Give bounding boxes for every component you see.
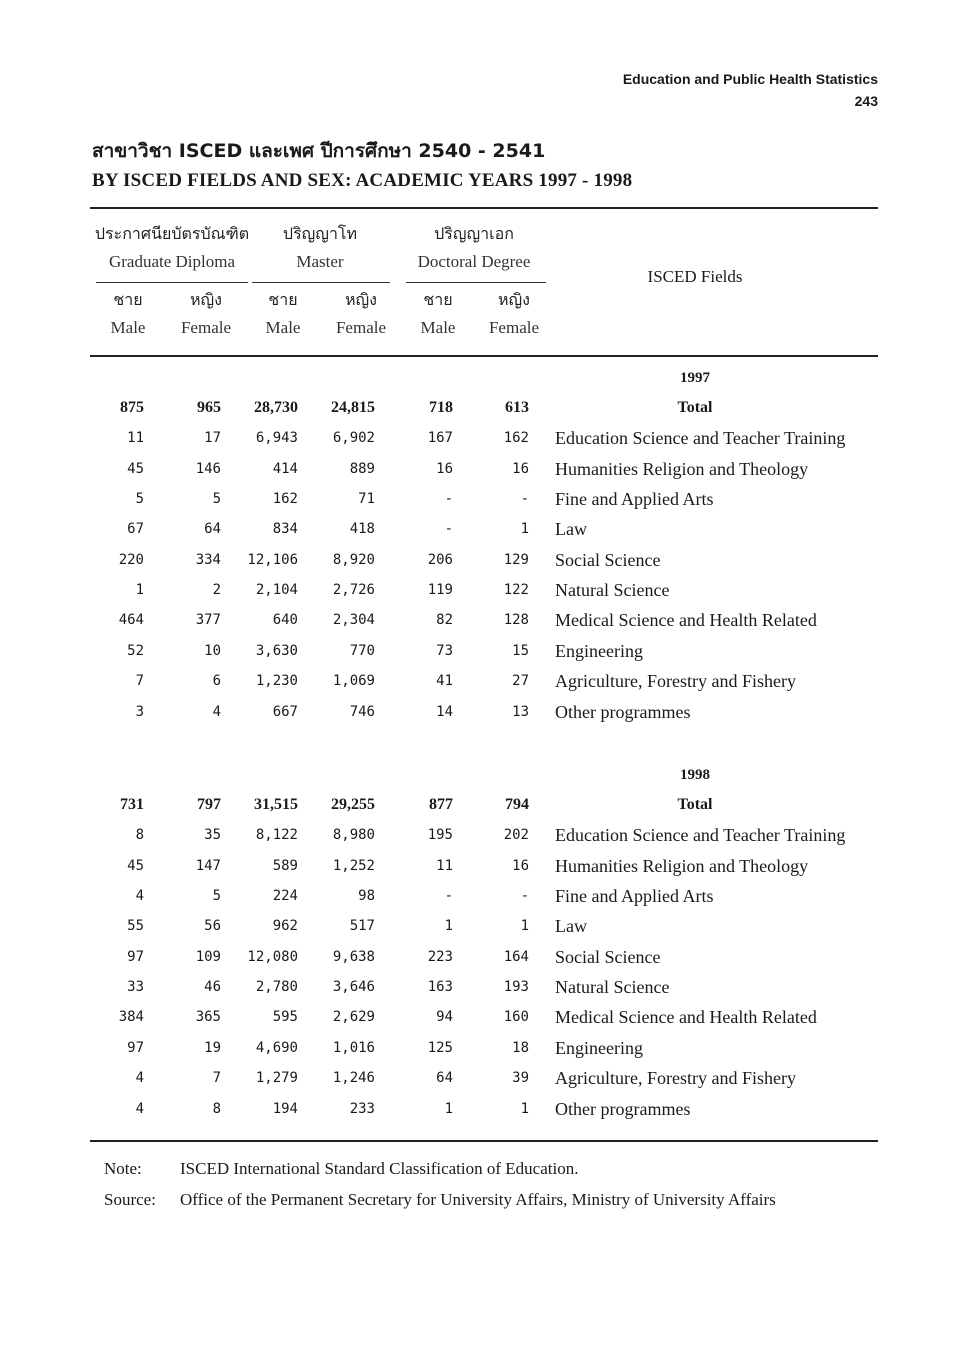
notes (104, 1153, 776, 1215)
page-number: 243 (854, 93, 878, 109)
table-cell: 731 (120, 796, 144, 813)
table-cell: 97 (127, 1039, 144, 1056)
table-cell: 595 (272, 1009, 298, 1026)
group-header-master: Master (296, 252, 344, 271)
table-cell: 4 (212, 703, 221, 720)
table-cell: 6,943 (255, 430, 298, 447)
source-label: Source: (104, 1190, 156, 1209)
table-cell: 365 (195, 1009, 221, 1026)
table-cell: 73 (436, 642, 453, 659)
group-header-doctoral: Doctoral Degree (417, 252, 531, 271)
isced-field-label: Education Science and Teacher Training (555, 825, 846, 846)
table-cell: 220 (118, 551, 144, 568)
isced-field-label: Social Science (555, 549, 661, 570)
table-cell: 877 (429, 796, 453, 813)
running-title: Education and Public Health Statistics (622, 71, 878, 87)
table-cell: 64 (204, 521, 221, 538)
table-cell: 94 (436, 1009, 453, 1026)
source-line (104, 1184, 776, 1215)
table-cell: 17 (204, 430, 221, 447)
group-underline-doctoral (406, 282, 546, 283)
table-cell: 98 (358, 888, 375, 905)
table-cell: 163 (427, 979, 453, 996)
table-cell: 167 (427, 430, 453, 447)
table-cell: 667 (272, 703, 298, 720)
table-row (0, 1063, 966, 1093)
table-cell: 109 (195, 948, 221, 965)
isced-field-label: Medical Science and Health Related (555, 610, 817, 631)
subheader-female: Female (180, 318, 232, 337)
table-cell: 82 (436, 612, 453, 629)
table-cell: 55 (127, 918, 144, 935)
subheader-female: Female (488, 318, 540, 337)
table-title-thai: สาขาวิชา ISCED และเพศ ปีการศึกษา 2540 - 2541 (92, 140, 546, 162)
table-cell: 35 (204, 827, 221, 844)
year-heading: 1997 (680, 370, 710, 386)
top-rule (90, 207, 878, 209)
table-cell: 589 (272, 857, 298, 874)
group-header-master-thai: ปริญญาโท (282, 224, 358, 243)
table-row (0, 636, 966, 666)
table-cell: 11 (127, 430, 144, 447)
table-row (0, 575, 966, 605)
table-cell: 45 (127, 460, 144, 477)
table-cell: 7 (135, 673, 144, 690)
table-row (0, 545, 966, 575)
note-line (104, 1153, 776, 1184)
table-cell: 384 (118, 1009, 144, 1026)
table-row (0, 820, 966, 850)
table-cell: 613 (505, 399, 529, 416)
table-cell: 3 (135, 703, 144, 720)
table-cell: 4,690 (255, 1039, 298, 1056)
table-cell: 414 (272, 460, 298, 477)
table-cell: 770 (349, 642, 375, 659)
table-cell: 1,279 (255, 1070, 298, 1087)
table-cell: 5 (212, 491, 221, 508)
table-cell: 418 (349, 521, 375, 538)
table-cell: 2,104 (255, 582, 298, 599)
table-cell: 2,726 (332, 582, 375, 599)
table-cell: 46 (204, 979, 221, 996)
year-heading: 1998 (680, 767, 710, 783)
table-cell: - (520, 888, 529, 905)
table-row (0, 1033, 966, 1063)
table-cell: 1,252 (332, 857, 375, 874)
subheader-female: Female (335, 318, 387, 337)
table-cell: 464 (118, 612, 144, 629)
table-cell: 746 (349, 703, 375, 720)
table-cell: 4 (135, 888, 144, 905)
table-cell: 1 (520, 1100, 529, 1117)
table-cell: 718 (429, 399, 453, 416)
group-header-doctoral-thai: ปริญญาเอก (434, 224, 514, 243)
table-cell: 8 (135, 827, 144, 844)
table-cell: 8 (212, 1100, 221, 1117)
isced-fields-header: ISCED Fields (647, 267, 743, 286)
table-cell: 160 (503, 1009, 529, 1026)
table-cell: 45 (127, 857, 144, 874)
table-cell: 64 (436, 1070, 453, 1087)
table-cell: 5 (212, 888, 221, 905)
table-cell: 2,304 (332, 612, 375, 629)
table-cell: 233 (349, 1100, 375, 1117)
table-row (0, 454, 966, 484)
table-cell: - (444, 888, 453, 905)
table-cell: 11 (436, 857, 453, 874)
table-cell: 224 (272, 888, 298, 905)
table-cell: 2,780 (255, 979, 298, 996)
table-cell: - (520, 491, 529, 508)
table-cell: 5 (135, 491, 144, 508)
subheader-female-thai: หญิง (498, 290, 530, 309)
table-cell: 16 (512, 857, 529, 874)
table-cell: 162 (503, 430, 529, 447)
table-row (0, 666, 966, 696)
note-text: ISCED International Standard Classification of Education. (180, 1159, 579, 1178)
isced-field-label: Social Science (555, 946, 661, 967)
isced-field-label: Fine and Applied Arts (555, 886, 714, 907)
table-cell: 223 (427, 948, 453, 965)
table-cell: 33 (127, 979, 144, 996)
table-cell: 24,815 (331, 399, 375, 416)
table-cell: 1 (444, 918, 453, 935)
table-cell: 10 (204, 642, 221, 659)
table-cell: 962 (272, 918, 298, 935)
table-cell: 2 (212, 582, 221, 599)
isced-field-label: Total (677, 796, 713, 813)
table-row (0, 851, 966, 881)
isced-field-label: Other programmes (555, 1098, 691, 1119)
table-cell: 19 (204, 1039, 221, 1056)
table-cell: 1 (135, 582, 144, 599)
subheader-male: Male (265, 318, 301, 337)
table-row (0, 1094, 966, 1124)
table-cell: 334 (195, 551, 221, 568)
table-cell: 3,630 (255, 642, 298, 659)
running-head (623, 68, 878, 112)
table-row (0, 972, 966, 1002)
table-cell: 377 (195, 612, 221, 629)
table-cell: 97 (127, 948, 144, 965)
table-cell: 517 (349, 918, 375, 935)
table-cell: 9,638 (332, 948, 375, 965)
table-cell: 797 (197, 796, 221, 813)
table-cell: 8,980 (332, 827, 375, 844)
table-cell: 14 (436, 703, 453, 720)
table-row (0, 514, 966, 544)
table-cell: 28,730 (254, 399, 298, 416)
table-cell: 6 (212, 673, 221, 690)
table-cell: 128 (503, 612, 529, 629)
table-cell: 834 (272, 521, 298, 538)
table-cell: 965 (197, 399, 221, 416)
table-cell: 162 (272, 491, 298, 508)
subheader-female-thai: หญิง (345, 290, 377, 309)
group-underline-master (252, 282, 390, 283)
isced-field-label: Humanities Religion and Theology (555, 458, 809, 479)
subheader-male: Male (110, 318, 146, 337)
isced-field-label: Natural Science (555, 580, 670, 601)
subheader-male-thai: ชาย (423, 290, 453, 309)
table-row (0, 942, 966, 972)
source-text: Office of the Permanent Secretary for University Affairs, Ministry of University Affairs (180, 1190, 776, 1209)
isced-field-label: Law (555, 916, 587, 937)
table-cell: 794 (505, 796, 529, 813)
table-cell: 146 (195, 460, 221, 477)
isced-field-label: Law (555, 519, 587, 540)
table-cell: 8,920 (332, 551, 375, 568)
isced-field-label: Education Science and Teacher Training (555, 428, 846, 449)
note-label: Note: (104, 1159, 142, 1178)
table-cell: 1 (520, 521, 529, 538)
table-cell: 194 (272, 1100, 298, 1117)
table-cell: - (444, 521, 453, 538)
table-cell: 195 (427, 827, 453, 844)
isced-field-label: Natural Science (555, 977, 670, 998)
table-cell: 7 (212, 1070, 221, 1087)
header-rule (90, 355, 878, 357)
table-cell: 12,106 (247, 551, 298, 568)
table-cell: 1,230 (255, 673, 298, 690)
table-cell: - (444, 491, 453, 508)
table-row (0, 911, 966, 941)
group-header-graduate-diploma-thai: ประกาศนียบัตรบัณฑิต (94, 224, 250, 243)
table-cell: 1 (444, 1100, 453, 1117)
table-cell: 193 (503, 979, 529, 996)
table-cell: 15 (512, 642, 529, 659)
table-cell: 889 (349, 460, 375, 477)
isced-field-label: Medical Science and Health Related (555, 1007, 817, 1028)
subheader-male: Male (420, 318, 456, 337)
table-cell: 29,255 (331, 796, 375, 813)
table-cell: 129 (503, 551, 529, 568)
table-cell: 6,902 (332, 430, 375, 447)
table-cell: 640 (272, 612, 298, 629)
table-cell: 202 (503, 827, 529, 844)
isced-field-label: Engineering (555, 640, 643, 661)
table-cell: 16 (436, 460, 453, 477)
table-cell: 13 (512, 703, 529, 720)
table-cell: 1,069 (332, 673, 375, 690)
isced-field-label: Agriculture, Forestry and Fishery (555, 1068, 796, 1089)
table-row (0, 423, 966, 453)
table-cell: 16 (512, 460, 529, 477)
table-cell: 27 (512, 673, 529, 690)
table-cell: 31,515 (254, 796, 298, 813)
table-cell: 1,246 (332, 1070, 375, 1087)
total-row (0, 393, 966, 423)
table-cell: 52 (127, 642, 144, 659)
table-cell: 39 (512, 1070, 529, 1087)
table-row (0, 484, 966, 514)
table-row (0, 697, 966, 727)
table-cell: 164 (503, 948, 529, 965)
table-cell: 1 (520, 918, 529, 935)
table-cell: 875 (120, 399, 144, 416)
table-cell: 56 (204, 918, 221, 935)
table-row (0, 881, 966, 911)
table-row (0, 1002, 966, 1032)
isced-field-label: Total (677, 399, 713, 416)
isced-field-label: Fine and Applied Arts (555, 489, 714, 510)
table-cell: 1,016 (332, 1039, 375, 1056)
table-title-english: BY ISCED FIELDS AND SEX: ACADEMIC YEARS 1997 - 1998 (92, 170, 633, 191)
table-cell: 8,122 (255, 827, 298, 844)
table-cell: 147 (195, 857, 221, 874)
table-cell: 4 (135, 1100, 144, 1117)
subheader-female-thai: หญิง (190, 290, 222, 309)
table-cell: 119 (427, 582, 453, 599)
table-cell: 4 (135, 1070, 144, 1087)
table-cell: 2,629 (332, 1009, 375, 1026)
isced-field-label: Agriculture, Forestry and Fishery (555, 671, 796, 692)
group-header-graduate-diploma: Graduate Diploma (108, 252, 236, 271)
table-row (0, 605, 966, 635)
table-cell: 18 (512, 1039, 529, 1056)
bottom-rule (90, 1140, 878, 1142)
table-cell: 3,646 (332, 979, 375, 996)
isced-field-label: Engineering (555, 1037, 643, 1058)
subheader-male-thai: ชาย (113, 290, 143, 309)
table-cell: 71 (358, 491, 375, 508)
table-cell: 125 (427, 1039, 453, 1056)
table-cell: 67 (127, 521, 144, 538)
table-cell: 122 (503, 582, 529, 599)
table-cell: 206 (427, 551, 453, 568)
table-cell: 41 (436, 673, 453, 690)
subheader-male-thai: ชาย (268, 290, 298, 309)
isced-field-label: Other programmes (555, 701, 691, 722)
isced-field-label: Humanities Religion and Theology (555, 855, 809, 876)
group-underline-graduate-diploma (96, 282, 248, 283)
table-cell: 12,080 (247, 948, 298, 965)
total-row (0, 790, 966, 820)
